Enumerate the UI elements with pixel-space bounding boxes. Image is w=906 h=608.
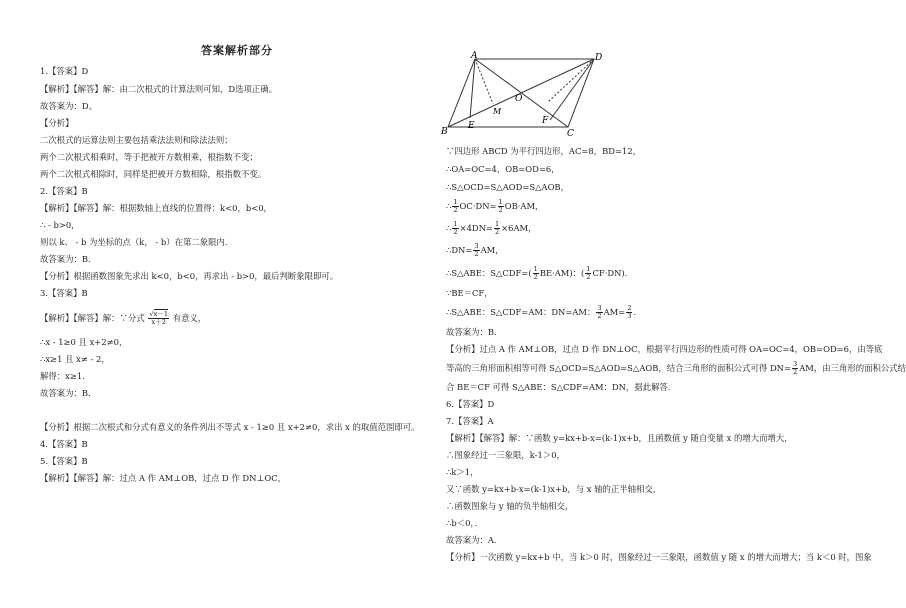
- q7-line-4: 又∵函数 y=kx+b-x=(k-1)x+b，与 x 轴的正半轴相交，: [446, 484, 662, 494]
- q3-fraction: [148, 311, 169, 326]
- label-c: C: [567, 129, 574, 139]
- q1-analysis-line-2: 两个二次根式相乘时，等于把被开方数相乘，根指数不变；: [40, 152, 258, 162]
- q3-explanation-pre: 【解析】【解答】解：∵分式: [40, 313, 145, 323]
- r-line-3: ∴S△OCD=S△AOD=S△AOB，: [446, 182, 569, 192]
- q1-analysis-tag: 【分析】: [40, 118, 74, 128]
- r-choice: 故答案为：B．: [446, 327, 503, 337]
- q6-answer: 6.【答案】D: [446, 399, 495, 409]
- page-title: 答案解析部分: [201, 44, 273, 57]
- q2-choice: 故答案为：B．: [40, 254, 97, 264]
- r-line-4: ∴ $\frac{1}{2}$ OC·DN= $\frac{1}{2}$ OB·AM，: [446, 198, 544, 214]
- r-analysis-3: 合 BE＝CF 可得 S△ABE：S△CDF=AM：DN，据此解答．: [446, 382, 677, 392]
- r-line-2: ∴OA=OC=4，OB=OD=6，: [446, 164, 560, 174]
- q7-answer: 7.【答案】A: [446, 416, 494, 426]
- segment-df: [550, 59, 594, 120]
- q1-explanation: 【解析】【解答】解：由二次根式的计算法则可知，D选项正确。: [40, 84, 278, 94]
- q3-answer: 3.【答案】B: [40, 288, 88, 298]
- q7-line-2: ∴图象经过一三象限，k-1＞0，: [446, 450, 565, 460]
- q3-line-2: ∴x - 1≥0 且 x+2≠0，: [40, 337, 128, 347]
- q1-choice: 故答案为：D。: [40, 101, 97, 111]
- q1-analysis-line-1: 二次根式的运算法则主要包括乘法法则和除法法则；: [40, 135, 233, 145]
- r-analysis-1: 【分析】过点 A 作 AM⊥OB，过点 D 作 DN⊥OC，根据平行四边形的性质可得 OA=OC=4，OB=OD=6，由等底: [446, 344, 883, 354]
- q3-line-3: ∴x≥1 且 x≠ - 2，: [40, 354, 110, 364]
- q7-analysis: 【分析】一次函数 y=kx+b 中，当 k＞0 时，图象经过一三象限，函数值 y 随 x 的增大而增大；当 k＜0 时，图象: [446, 552, 872, 562]
- q3-fraction-numerator: x－1: [153, 310, 169, 318]
- q1-analysis-line-3: 两个二次根式相除时，同样是把被开方数相除，根指数不变。: [40, 169, 267, 179]
- segment-dn: [548, 59, 594, 102]
- r-analysis-2: 等高的三角形面积相等可得 S△OCD=S△AOD=S△AOB，结合三角形的面积公式可得 DN= $\frac{3}{2}$ AM，由三角形的面积公式结: [446, 360, 906, 376]
- q2-line-2: ∴ - b>0，: [40, 220, 80, 230]
- label-m: M: [493, 107, 502, 116]
- r-line-6: ∴DN= $\frac{3}{2}$ AM，: [446, 242, 504, 258]
- q7-line-3: ∴k＞1，: [446, 467, 479, 477]
- q2-answer: 2.【答案】B: [40, 186, 88, 196]
- q3-explanation: [40, 307, 206, 329]
- q2-line-3: 则以 k、 - b 为坐标的点（k， - b）在第二象限内．: [40, 237, 234, 247]
- q3-explanation-post: 有意义，: [172, 313, 207, 323]
- r-line-8: ∵BE＝CF，: [446, 288, 493, 298]
- label-f: F: [542, 116, 549, 126]
- q3-choice: 故答案为：B．: [40, 388, 97, 398]
- label-e: E: [468, 121, 475, 131]
- q4-answer: 4.【答案】B: [40, 439, 88, 449]
- q1-answer: 1.【答案】D: [40, 66, 89, 76]
- q7-explanation: 【解析】【解答】解：∵函数 y=kx+b-x=(k-1)x+b，且函数值 y 随自变量 x 的增大而增大，: [446, 433, 793, 443]
- segment-ae: [470, 59, 475, 118]
- q3-fraction-denominator: x＋2: [151, 318, 166, 326]
- q7-line-5: ∴函数图象与 y 轴的负半轴相交，: [446, 501, 574, 511]
- q3-line-4: 解得：x≥1．: [40, 371, 91, 381]
- r-line-7: ∴S△ABE：S△CDF=( $\frac{1}{2}$ BE·AM)：( $\frac{1}{2}$ CF·DN)．: [446, 265, 634, 281]
- r-line-5: ∴ $\frac{1}{2}$ ×4DN= $\frac{1}{2}$ ×6AM，: [446, 220, 537, 236]
- label-o: O: [515, 94, 523, 104]
- q5-explanation: 【解析】【解答】解：过点 A 作 AM⊥OB，过点 D 作 DN⊥OC，: [40, 473, 287, 483]
- q7-choice: 故答案为：A．: [446, 535, 503, 545]
- label-a: A: [471, 51, 478, 61]
- label-b: B: [441, 127, 448, 137]
- r-line-1: ∵四边形 ABCD 为平行四边形，AC=8，BD=12，: [446, 146, 642, 156]
- q2-explanation: 【解析】【解答】解：根据数轴上直线的位置得：k<0，b<0，: [40, 203, 272, 213]
- sqrt-symbol: √: [149, 310, 154, 318]
- q7-line-6: ∴b＜0，．: [446, 518, 483, 528]
- q2-analysis: 【分析】根据函数图象先求出 k<0，b<0，再求出 - b>0，最后判断象限即可。: [40, 271, 339, 281]
- parallelogram-figure: [440, 50, 610, 138]
- r-line-9: ∴S△ABE：S△CDF=AM：DN=AM： $\frac{3}{2}$ AM= $\frac{2}{3}$ ．: [446, 304, 642, 320]
- q5-answer: 5.【答案】B: [40, 456, 88, 466]
- label-d: D: [595, 53, 603, 63]
- q3-analysis: 【分析】根据二次根式和分式有意义的条件列出不等式 x - 1≥0 且 x+2≠0，求出 x 的取值范围即可。: [40, 422, 420, 432]
